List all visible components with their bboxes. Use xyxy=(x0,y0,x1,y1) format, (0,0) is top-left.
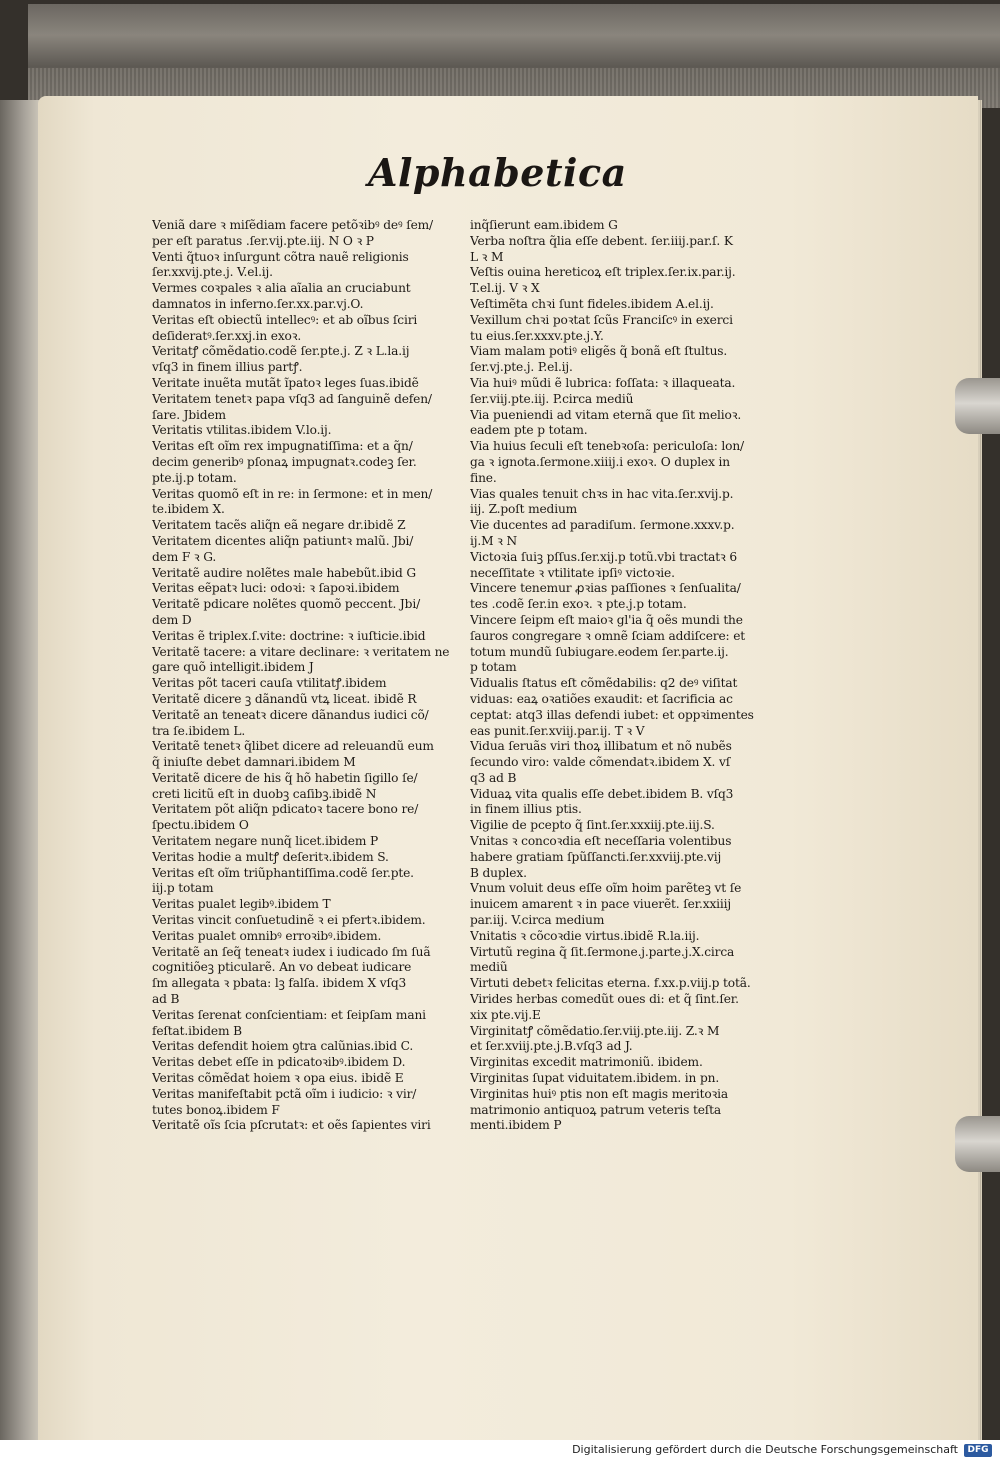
index-line: Veritatẽ an ſeq̃ teneatꝛ iudex i iudicado ſm ſuã xyxy=(152,944,431,959)
index-line: dem F ꝛ G. xyxy=(152,549,217,564)
index-line: ceptat: atq3 illas defendi iubet: et oppꝛimentes xyxy=(470,707,754,722)
index-line: decim generibꝰ pſonaꝝ impugnatꝛ.codeꝫ ſer. xyxy=(152,454,417,469)
index-line: Veritatis vtilitas.ibidem V.lo.ij. xyxy=(152,423,332,438)
index-line: Veritatẽ dicere de his q̃ hõ habetin ſigillo ſe/ xyxy=(152,770,418,785)
index-line: Virides herbas comedũt oues di: et q̃ ſint.ſer. xyxy=(470,992,739,1007)
index-line: q3 ad B xyxy=(470,770,517,785)
index-line: Veritatẽ pdicare nolẽtes quomõ peccent. Jbi/ xyxy=(152,597,421,612)
running-head: Alphabetica xyxy=(368,150,627,195)
index-line: par.iij. V.circa medium xyxy=(470,913,605,928)
index-line: Veritas debet eſſe in pdicatoꝛibꝰ.ibidem D. xyxy=(152,1055,406,1070)
index-line: q̃ iniuſte debet damnari.ibidem M xyxy=(152,755,356,770)
index-line: menti.ibidem P xyxy=(470,1118,562,1133)
index-line: ſauros congregare ꝛ omnẽ ſciam addiſcere: et xyxy=(470,628,746,643)
index-line: Veſtimẽta chꝛi ſunt fideles.ibidem A.el.ij. xyxy=(470,296,714,311)
index-line: Vnitatis ꝛ cõcoꝛdie virtus.ibidẽ R.la.iij. xyxy=(470,928,700,943)
index-line: Verba noſtra q̃lia eſſe debent. ſer.iiij.par.ſ. K xyxy=(470,233,733,248)
index-line: Veritas eſt obiectũ intellecꝰ: et ab oĩbus ſciri xyxy=(152,312,418,327)
index-column-left xyxy=(152,218,452,1134)
index-line: Veritas eſt oĩm triũphantiſſima.codẽ ſer.pte. xyxy=(152,865,414,880)
index-line: neceſſitate ꝛ vtilitate ipſiꝰ victoꝛie. xyxy=(470,565,675,580)
index-line: Veritas pualet legibꝰ.ibidem T xyxy=(152,897,331,912)
index-line: Virtuti debetꝛ felicitas eterna. f.xx.p.viij.p totã. xyxy=(470,976,751,991)
index-line: Veſtis ouina hereticoꝝ eſt triplex.ſer.ix.par.ij. xyxy=(470,265,736,280)
book-clamp-top xyxy=(955,378,1000,434)
book-page-stack-top xyxy=(28,4,1000,108)
index-line: te.ibidem X. xyxy=(152,502,225,517)
index-line: Vexillum chꝛi poꝛtat ſcũs Franciſcꝰ in exerci xyxy=(470,312,733,327)
index-line: ſer.vj.pte.j. P.el.ij. xyxy=(470,360,573,375)
index-line: ſer.viij.pte.iij. P.circa mediũ xyxy=(470,391,634,406)
index-line: Vermes coꝛpales ꝛ alia aĩalia an cruciabunt xyxy=(152,281,411,296)
index-line: iij. Z.poſt medium xyxy=(470,502,578,517)
index-line: ſpectu.ibidem O xyxy=(152,818,249,833)
index-line: ſecundo viro: valde cõmendatꝛ.ibidem X. vſ xyxy=(470,755,731,770)
book-clamp-bottom xyxy=(955,1116,1000,1172)
index-line: Veritatẽ an teneatꝛ dicere dãnandus iudici cõ/ xyxy=(152,707,429,722)
index-line: Veritas põt taceri cauſa vtilitatꝭ.ibidem xyxy=(152,676,387,691)
index-line: B duplex. xyxy=(470,865,527,880)
index-line: Vias quales tenuit chꝛs in hac vita.ſer.xvij.p. xyxy=(470,486,734,501)
index-line: ga ꝛ ignota.ſermone.xiiij.i exoꝛ. O duplex in xyxy=(470,454,731,469)
index-line: Veniã dare ꝛ miſẽdiam facere petõꝛibꝰ deꝰ ſem/ xyxy=(152,218,434,232)
index-line: tu eius.ſer.xxxv.pte.j.Y. xyxy=(470,328,604,343)
index-line: Veritas pualet omnibꝰ erroꝛibꝰ.ibidem. xyxy=(152,928,382,943)
index-line: damnatos in inferno.ſer.xx.par.vj.O. xyxy=(152,296,364,311)
index-line: xix pte.vij.E xyxy=(470,1007,541,1022)
index-line: Vidua ſeruãs viri thoꝝ illibatum et nõ nubẽs xyxy=(470,739,732,754)
index-line: tutes bonoꝝ.ibidem F xyxy=(152,1102,280,1117)
index-line: et ſer.xviij.pte.j.B.vſq3 ad J. xyxy=(470,1039,633,1054)
index-line: Vincere tenemur ꝓꝛias paſſiones ꝛ ſenſualita/ xyxy=(470,581,741,596)
index-line: Vnitas ꝛ concoꝛdia eſt neceſſaria volentibus xyxy=(470,834,732,849)
index-line: creti licitũ eſt in duobꝫ caſibꝫ.ibidẽ N xyxy=(152,786,377,801)
index-line: Veritatem negare nunq̃ licet.ibidem P xyxy=(152,834,379,849)
index-line: ſm allegata ꝛ pbata: lꝫ falſa. ibidem X vſq3 xyxy=(152,976,407,991)
index-line: feſtat.ibidem B xyxy=(152,1023,242,1038)
credit-text: Digitalisierung gefördert durch die Deutsche Forschungsgemeinschaft xyxy=(572,1443,958,1456)
index-line: inuicem amarent ꝛ in pace viuerẽt. ſer.xxiiij xyxy=(470,897,732,912)
index-line: Virginitas excedit matrimoniũ. ibidem. xyxy=(470,1055,703,1070)
index-line: Via pueniendi ad vitam eternã que ſit melioꝛ. xyxy=(470,407,742,422)
index-line: Veritate inuẽta mutãt ĩpatoꝛ leges ſuas.ibidẽ xyxy=(152,375,419,390)
index-line: Veritas vincit conſuetudinẽ ꝛ ei pfertꝛ.ibidem. xyxy=(152,913,426,928)
index-line: Vincere ſeipm eſt maioꝛ gl'ia q̃ oẽs mundi the xyxy=(470,612,743,627)
index-line: Via huiꝰ mũdi ẽ lubrica: foſſata: ꝛ illaqueata. xyxy=(470,375,736,390)
index-line: Veritas quomõ eſt in re: in ſermone: et in men/ xyxy=(152,486,433,501)
index-line: T.el.ij. V ꝛ X xyxy=(470,281,540,296)
index-line: p totam xyxy=(470,660,517,675)
index-line: totum mundũ ſubiugare.eodem ſer.parte.ij. xyxy=(470,644,729,659)
index-line: eas punit.ſer.xviij.par.ij. T ꝛ V xyxy=(470,723,645,738)
index-line: tes .codẽ ſer.in exoꝛ. ꝛ pte.j.p totam. xyxy=(470,597,687,612)
index-line: Veritas manifeſtabit pctã oĩm i iudicio: ꝛ vir/ xyxy=(152,1086,417,1101)
index-line: tra ſe.ibidem L. xyxy=(152,723,246,738)
index-line: Veritas defendit hoiem ꝯtra calũnias.ibid C. xyxy=(152,1039,414,1054)
index-line: Veritatẽ audire nolẽtes male habebũt.ibid G xyxy=(152,565,416,580)
index-line: ij.M ꝛ N xyxy=(470,533,518,548)
index-line: Veritas eſt oĩm rex impugnatiſſima: et a q̃n/ xyxy=(152,439,413,454)
index-line: habere gratiam ſpũſſancti.ſer.xxviij.pte.vij xyxy=(470,849,722,864)
index-line: in finem illius ptis. xyxy=(470,802,582,817)
index-line: Vidualis ſtatus eſt cõmẽdabilis: q2 deꝰ viſitat xyxy=(470,676,738,691)
index-line: fine. xyxy=(470,470,497,485)
index-line: mediũ xyxy=(470,960,508,975)
index-line: Virginitatꝭ cõmẽdatio.ſer.viij.pte.iij. Z.ꝛ M xyxy=(470,1023,720,1038)
index-line: iij.p totam xyxy=(152,881,214,896)
index-line: Virtutũ regina q̃ ſit.ſermone.j.parte.j.X.circa xyxy=(470,944,735,959)
index-line: Vnum voluit deus eſſe oĩm hoim parẽteꝫ vt ſe xyxy=(470,881,742,896)
index-line: matrimonio antiquoꝝ patrum veteris teſta xyxy=(470,1102,722,1117)
index-line: Veritatẽ dicere ꝫ dãnandũ vtꝝ liceat. ibidẽ R xyxy=(152,691,417,706)
index-line: gare quõ intelligit.ibidem J xyxy=(152,660,314,675)
index-line: cognitiõeꝫ pticularẽ. An vo debeat iudicare xyxy=(152,960,412,975)
index-line: per eſt paratus .ſer.vij.pte.iij. N O ꝛ P xyxy=(152,233,374,248)
index-line: Veritas hodie a multꝭ deſeritꝛ.ibidem S. xyxy=(152,849,389,864)
index-line: Vie ducentes ad paradiſum. ſermone.xxxv.p. xyxy=(470,518,735,533)
index-line: Virginitas ſupat viduitatem.ibidem. in pn. xyxy=(470,1071,720,1086)
index-line: Veritatẽ tacere: a vitare declinare: ꝛ veritatem ne xyxy=(152,644,450,659)
dfg-logo: DFG xyxy=(964,1444,992,1457)
index-line: Veritas ẽ triplex.ſ.vite: doctrine: ꝛ iuſticie.ibid xyxy=(152,628,426,643)
index-line: pte.ij.p totam. xyxy=(152,470,237,485)
index-line: Victoꝛia ſuiꝫ pſſus.ſer.xij.p totũ.vbi tractatꝛ 6 xyxy=(470,549,737,564)
index-line: Veritatem dicentes aliq̃n patiuntꝛ malũ. Jbi/ xyxy=(152,533,414,548)
index-line: L ꝛ M xyxy=(470,249,504,264)
index-line: Virginitas huiꝰ ptis non eſt magis meritoꝛia xyxy=(470,1086,729,1101)
index-line: Veritatẽ oĩs ſcia pſcrutatꝛ: et oẽs ſapientes viri xyxy=(152,1118,431,1133)
index-line: viduas: eaꝝ oꝛatiões exaudit: et ſacrificia ac xyxy=(470,691,733,706)
index-line: Veritatꝭ cõmẽdatio.codẽ ſer.pte.j. Z ꝛ L.la.ij xyxy=(152,344,410,359)
index-line: Viduaꝝ vita qualis eſſe debet.ibidem B. vſq3 xyxy=(470,786,734,801)
index-column-right xyxy=(470,218,768,1134)
index-line: Veritas cõmẽdat hoiem ꝛ opa eius. ibidẽ E xyxy=(152,1071,404,1086)
index-line: Veritatem tacẽs aliq̃n eã negare dr.ibidẽ Z xyxy=(152,518,406,533)
index-line: ſare. Jbidem xyxy=(152,407,226,422)
index-line: Veritatẽ tenetꝛ q̃libet dicere ad releuandũ eum xyxy=(152,739,434,754)
index-line: Venti q̃tuoꝛ inſurgunt cõtra nauẽ religionis xyxy=(152,249,409,264)
index-line: Veritas eẽpatꝛ luci: odoꝛi: ꝛ ſapoꝛi.ibidem xyxy=(152,581,400,596)
index-line: Viam malam potiꝰ eligẽs q̃ bonã eſt ſtultus. xyxy=(470,344,728,359)
index-line: Via huius ſeculi eſt tenebꝛoſa: periculoſa: lon/ xyxy=(470,439,745,454)
index-line: inq̃ſierunt eam.ibidem G xyxy=(470,218,618,232)
index-line: dem D xyxy=(152,612,192,627)
index-line: vſq3 in finem illius partꝭ. xyxy=(152,360,303,375)
index-line: ad B xyxy=(152,992,180,1007)
index-line: Veritatem tenetꝛ papa vſq3 ad ſanguinẽ defen/ xyxy=(152,391,432,406)
index-line: eadem pte p totam. xyxy=(470,423,588,438)
index-line: Veritatem põt aliq̃n pdicatoꝛ tacere bono re/ xyxy=(152,802,419,817)
index-line: deſideratꝰ.ſer.xxj.in exoꝛ. xyxy=(152,328,302,343)
index-line: Vigilie de pcepto q̃ ſint.ſer.xxxiij.pte.iij.S. xyxy=(470,818,715,833)
index-line: ſer.xxvij.pte.j. V.el.ij. xyxy=(152,265,273,280)
index-line: Veritas ſerenat conſcientiam: et ſeipſam mani xyxy=(152,1007,426,1022)
